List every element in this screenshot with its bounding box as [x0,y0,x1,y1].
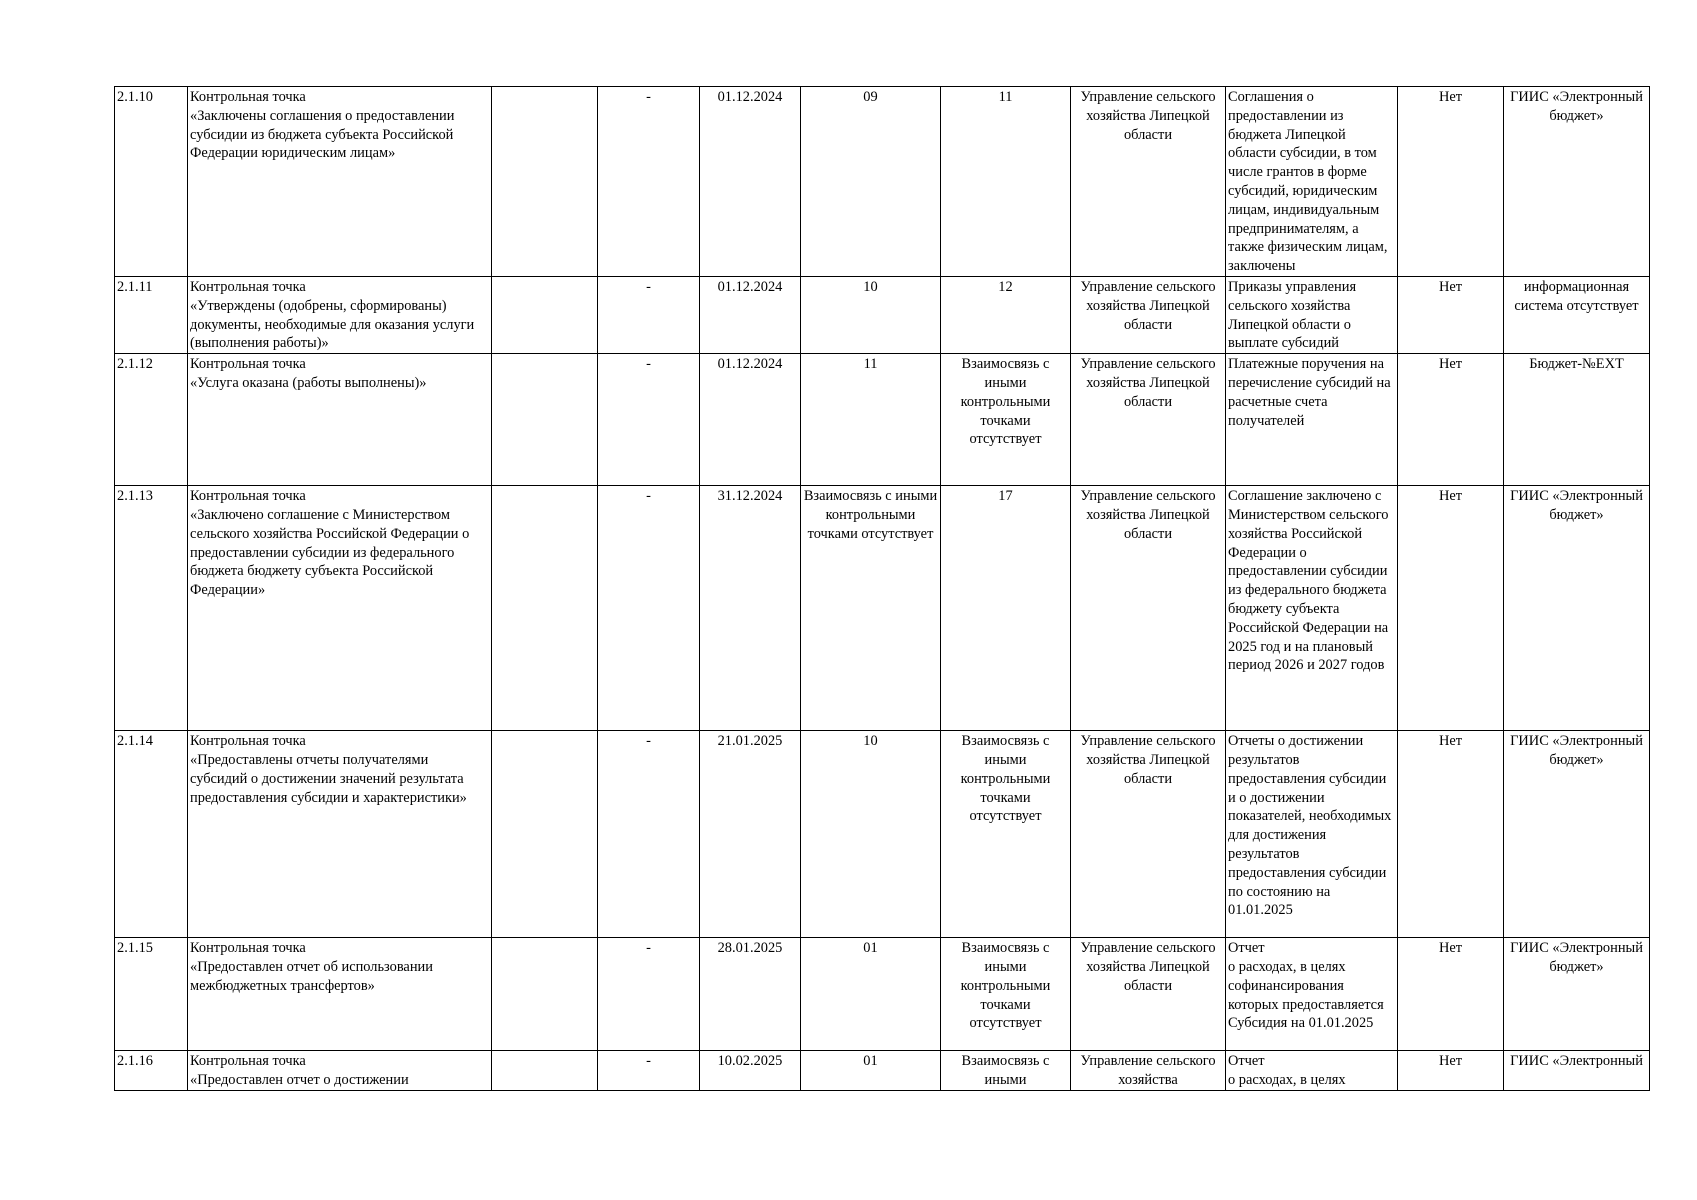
confirming-document: Платежные поручения на перечисление субсидий на расчетные счета получателей [1226,354,1398,486]
responsible-body: Управление сельского хозяйства Липецкой области [1071,87,1226,277]
dash-cell: - [598,1051,700,1091]
confirming-document: Отчеты о достижении результатов предоставления субсидии и о достижении показателей, необходимых для достижения результатов предоставления субсидии по состоянию на 01.01.2025 [1226,731,1398,938]
approval-flag: Нет [1398,486,1504,731]
control-point-title: Контрольная точка «Предоставлены отчеты получателями субсидий о достижении значений результата предоставления субсидии и характеристики» [188,731,492,938]
responsible-body: Управление сельского хозяйства Липецкой области [1071,938,1226,1051]
empty-cell [492,1051,598,1091]
information-system: ГИИС «Электронный бюджет» [1504,731,1650,938]
predecessor-point: 10 [801,731,941,938]
row-number: 2.1.14 [115,731,188,938]
due-date: 10.02.2025 [700,1051,801,1091]
empty-cell [492,87,598,277]
successor-point: Взаимосвязь с иными контрольными точками отсутствует [941,354,1071,486]
dash-cell: - [598,938,700,1051]
control-point-title: Контрольная точка «Утверждены (одобрены, сформированы) документы, необходимые для оказания услуги (выполнения работы)» [188,276,492,353]
information-system: Бюджет-№EXT [1504,354,1650,486]
responsible-body: Управление сельского хозяйства Липецкой области [1071,731,1226,938]
due-date: 31.12.2024 [700,486,801,731]
successor-point: 11 [941,87,1071,277]
row-number: 2.1.11 [115,276,188,353]
control-point-title: Контрольная точка «Услуга оказана (работы выполнены)» [188,354,492,486]
successor-point: Взаимосвязь с иными [941,1051,1071,1091]
confirming-document: Приказы управления сельского хозяйства Липецкой области о выплате субсидий [1226,276,1398,353]
predecessor-point: 10 [801,276,941,353]
approval-flag: Нет [1398,1051,1504,1091]
predecessor-point: 01 [801,1051,941,1091]
empty-cell [492,354,598,486]
confirming-document: Соглашения о предоставлении из бюджета Липецкой области субсидии, в том числе грантов в форме субсидий, юридическим лицам, индивидуальным предпринимателям, а также физическим лицам, заключены [1226,87,1398,277]
successor-point: 12 [941,276,1071,353]
information-system: ГИИС «Электронный бюджет» [1504,486,1650,731]
predecessor-point: 01 [801,938,941,1051]
due-date: 28.01.2025 [700,938,801,1051]
control-point-title: Контрольная точка «Заключены соглашения о предоставлении субсидии из бюджета субъекта Российской Федерации юридическим лицам» [188,87,492,277]
information-system: ГИИС «Электронный [1504,1051,1650,1091]
confirming-document: Отчет о расходах, в целях [1226,1051,1398,1091]
control-point-title: Контрольная точка «Заключено соглашение с Министерством сельского хозяйства Российской Федерации о предоставлении субсидии из федерального бюджета бюджету субъекта Российской Федерации» [188,486,492,731]
responsible-body: Управление сельского хозяйства Липецкой области [1071,486,1226,731]
approval-flag: Нет [1398,731,1504,938]
empty-cell [492,276,598,353]
empty-cell [492,938,598,1051]
approval-flag: Нет [1398,276,1504,353]
row-number: 2.1.13 [115,486,188,731]
information-system: информационная система отсутствует [1504,276,1650,353]
successor-point: Взаимосвязь с иными контрольными точками отсутствует [941,731,1071,938]
table-row [115,731,1650,938]
dash-cell: - [598,731,700,938]
confirming-document: Отчет о расходах, в целях софинансирования которых предоставляется Субсидия на 01.01.2025 [1226,938,1398,1051]
approval-flag: Нет [1398,87,1504,277]
predecessor-point: 09 [801,87,941,277]
control-point-title: Контрольная точка «Предоставлен отчет об использовании межбюджетных трансфертов» [188,938,492,1051]
dash-cell: - [598,276,700,353]
dash-cell: - [598,486,700,731]
information-system: ГИИС «Электронный бюджет» [1504,87,1650,277]
due-date: 21.01.2025 [700,731,801,938]
confirming-document: Соглашение заключено с Министерством сельского хозяйства Российской Федерации о предоставлении субсидии из федерального бюджета бюджету субъекта Российской Федерации на 2025 год и на плановый период 2026 и 2027 годов [1226,486,1398,731]
table-row [115,354,1650,486]
control-points-table [114,86,1650,1091]
due-date: 01.12.2024 [700,354,801,486]
empty-cell [492,486,598,731]
table-row [115,938,1650,1051]
due-date: 01.12.2024 [700,87,801,277]
table-row [115,1051,1650,1091]
row-number: 2.1.12 [115,354,188,486]
empty-cell [492,731,598,938]
successor-point: Взаимосвязь с иными контрольными точками отсутствует [941,938,1071,1051]
dash-cell: - [598,354,700,486]
table-row [115,276,1650,353]
table-row [115,486,1650,731]
row-number: 2.1.10 [115,87,188,277]
responsible-body: Управление сельского хозяйства Липецкой области [1071,276,1226,353]
row-number: 2.1.15 [115,938,188,1051]
responsible-body: Управление сельского хозяйства Липецкой области [1071,354,1226,486]
approval-flag: Нет [1398,938,1504,1051]
table-row [115,87,1650,277]
row-number: 2.1.16 [115,1051,188,1091]
due-date: 01.12.2024 [700,276,801,353]
predecessor-point: 11 [801,354,941,486]
approval-flag: Нет [1398,354,1504,486]
responsible-body: Управление сельского хозяйства [1071,1051,1226,1091]
control-point-title: Контрольная точка «Предоставлен отчет о достижении [188,1051,492,1091]
predecessor-point: Взаимосвязь с иными контрольными точками отсутствует [801,486,941,731]
dash-cell: - [598,87,700,277]
successor-point: 17 [941,486,1071,731]
information-system: ГИИС «Электронный бюджет» [1504,938,1650,1051]
